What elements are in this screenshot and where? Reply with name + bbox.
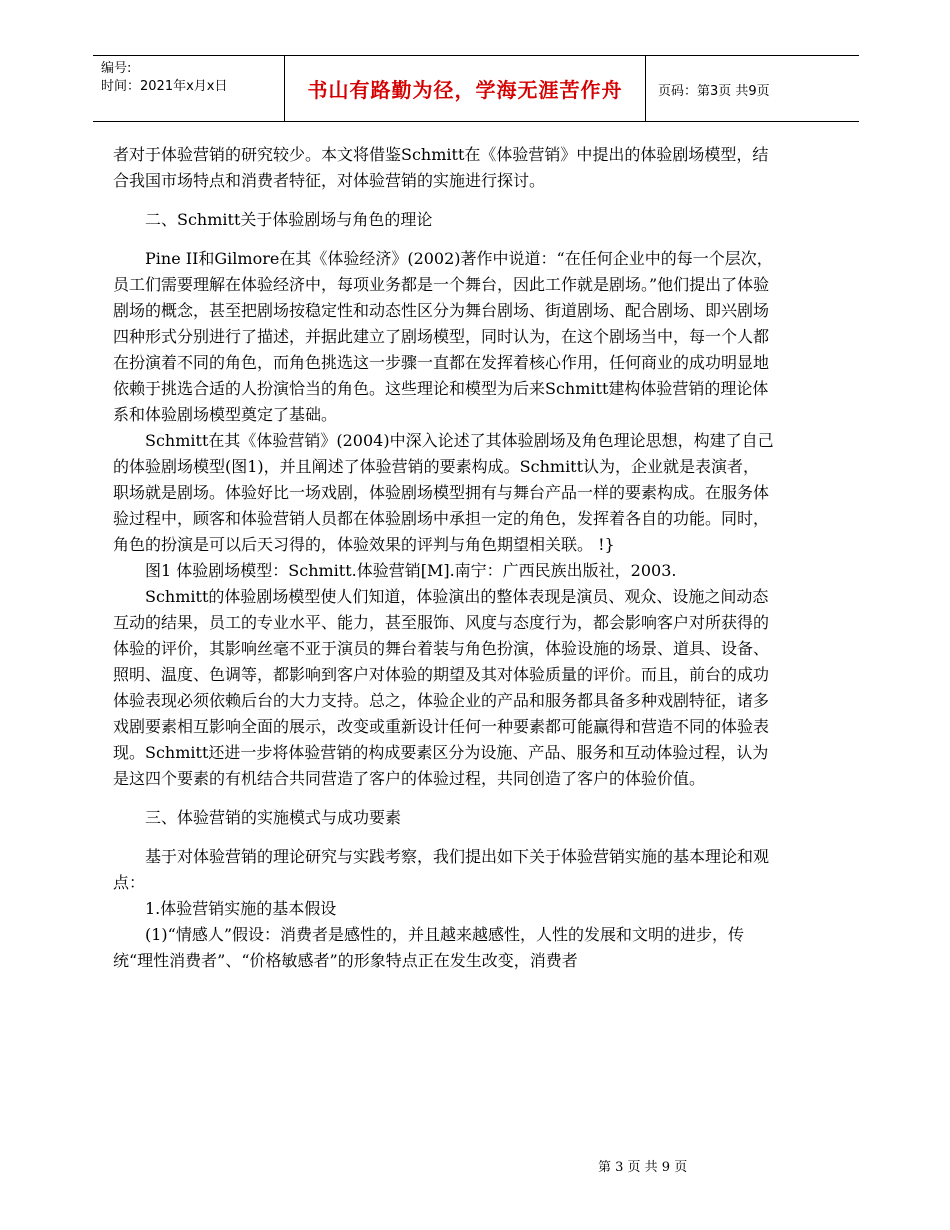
section-heading-3: 三、体验营销的实施模式与成功要素 — [145, 808, 402, 827]
section-heading-2: 二、Schmitt关于体验剧场与角色的理论 — [145, 210, 433, 229]
paragraph-emotional-person: (1)“情感人”假设：消费者是感性的，并且越来越感性，人性的发展和文明的进步，传统“理性消费者”、“价格敏感者”的形象特点正在发生改变，消费者 — [113, 925, 745, 970]
code-label: 编号: — [101, 61, 132, 76]
motto-text: 书山有路勤为径，学海无涯苦作舟 — [307, 78, 623, 102]
header-info — [101, 60, 227, 96]
time-label: 时间：2021年x月x日 — [101, 79, 228, 94]
paragraph-schmitt-model: Schmitt的体验剧场模型使人们知道，体验演出的整体表现是演员、观众、设施之间动态互动的结果，员工的专业水平、能力，甚至服饰、风度与态度行为，都会影响客户对所获得的体验的评价，其影响丝毫不亚于演员的舞台着装与角色扮演，体验设施的场景、道具、设备、照明、温度、色调等，都影响到客户对体验的期望及其对体验质量的评价。而且，前台的成功体验表现必须依赖后台的大力支持。总之，体验企业的产品和服务都具备多种戏剧特征，诸多戏剧要素相互影响全面的展示，改变或重新设计任何一种要素都可能赢得和营造不同的体验表现。Schmitt还进一步将体验营销的构成要素区分为设施、产品、服务和互动体验过程，认为是这四个要素的有机结合共同营造了客户的体验过程，共同创造了客户的体验价值。 — [113, 587, 770, 788]
document-body — [113, 142, 775, 974]
paragraph-basis: 基于对体验营销的理论研究与实践考察，我们提出如下关于体验营销实施的基本理论和观点： — [113, 847, 770, 892]
subheading-assumptions: 1.体验营销实施的基本假设 — [145, 899, 337, 918]
motto-banner — [284, 56, 646, 121]
paragraph-pine-gilmore: Pine II和Gilmore在其《体验经济》(2002)著作中说道：“在任何企业中的每一个层次，员工们需要理解在体验经济中，每项业务都是一个舞台，因此工作就是剧场。”他们提出了体验剧场的概念，甚至把剧场按稳定性和动态性区分为舞台剧场、街道剧场、配合剧场、即兴剧场四种形式分别进行了描述，并据此建立了剧场模型，同时认为，在这个剧场当中，每一个人都在扮演着不同的角色，而角色挑选这一步骤一直都在发挥着核心作用，任何商业的成功明显地依赖于挑选合适的人扮演恰当的角色。这些理论和模型为后来Schmitt建构体验营销的理论体系和体验剧场模型奠定了基础。 — [113, 249, 773, 424]
page-footer: 第 3 页 共 9 页 — [598, 1160, 688, 1175]
paragraph-intro: 者对于体验营销的研究较少。本文将借鉴Schmitt在《体验营销》中提出的体验剧场模型，结合我国市场特点和消费者特征，对体验营销的实施进行探讨。 — [113, 145, 769, 190]
page-indicator: 页码：第3页 共9页 — [658, 84, 770, 99]
page-header — [93, 55, 859, 122]
paragraph-schmitt-theory: Schmitt在其《体验营销》(2004)中深入论述了其体验剧场及角色理论思想，构建了自己的体验剧场模型(图1)，并且阐述了体验营销的要素构成。Schmitt认为，企业就是表演者，职场就是剧场。体验好比一场戏剧，体验剧场模型拥有与舞台产品一样的要素构成。在服务体验过程中，顾客和体验营销人员都在体验剧场中承担一定的角色，发挥着各自的功能。同时，角色的扮演是可以后天习得的，体验效果的评判与角色期望相关联。 !} — [113, 431, 774, 554]
figure-caption: 图1 体验剧场模型：Schmitt.体验营销[M].南宁：广西民族出版社，2003. — [145, 561, 677, 580]
